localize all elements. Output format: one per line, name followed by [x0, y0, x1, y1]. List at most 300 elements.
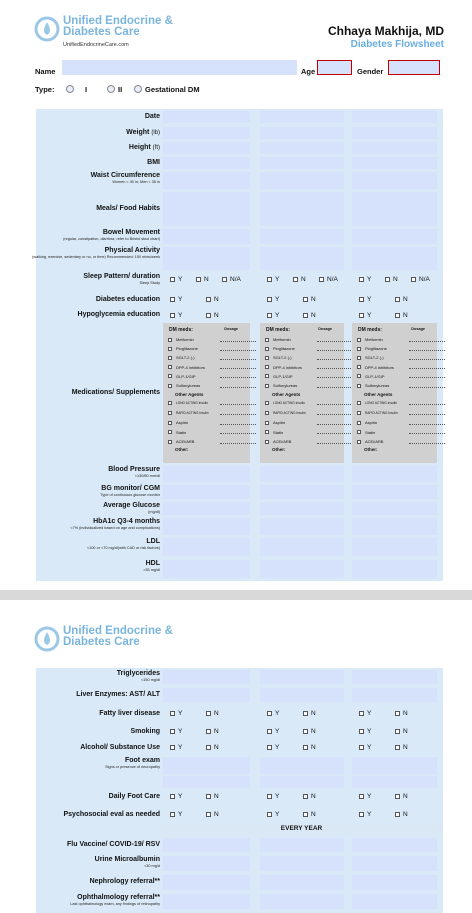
rows1-entry-cell[interactable] [163, 560, 250, 578]
checkbox-icon [265, 365, 269, 369]
option-y-checkbox[interactable] [267, 793, 279, 800]
rows2-entry-cell[interactable] [163, 776, 250, 788]
checkbox-icon [168, 374, 172, 378]
med-item[interactable] [168, 383, 200, 388]
dosage-line[interactable] [317, 384, 353, 388]
option-label: Y [367, 296, 372, 303]
dosage-header: Dosage [224, 327, 238, 331]
option-n-checkbox[interactable] [395, 728, 408, 735]
dosage-line[interactable] [409, 374, 445, 378]
dosage-line[interactable] [220, 384, 256, 388]
checkbox-icon [357, 347, 361, 351]
rows1-entry-cell[interactable] [352, 560, 437, 578]
rows1-entry-cell[interactable] [260, 466, 344, 482]
rows1-entry-cell[interactable] [260, 538, 344, 556]
age-field[interactable] [317, 60, 352, 75]
other-agent-item[interactable] [168, 439, 194, 444]
rows2-entry-cell[interactable] [352, 838, 437, 852]
option-n-checkbox[interactable] [303, 296, 316, 303]
option-y-checkbox[interactable] [359, 744, 371, 751]
dosage-line[interactable] [317, 365, 353, 369]
rows1-entry-cell[interactable] [163, 142, 250, 154]
row-title: Fatty liver disease [99, 709, 160, 717]
option-n-checkbox[interactable] [303, 728, 316, 735]
rows1-label-4 [20, 172, 160, 185]
option-label: N [214, 744, 219, 751]
every-year-banner: EVERY YEAR [160, 824, 443, 834]
dosage-line[interactable] [220, 421, 256, 425]
option-label: N/A [327, 276, 338, 283]
rows2-label-8 [20, 841, 160, 849]
option-label: Y [275, 728, 280, 735]
rows1-entry-cell[interactable] [260, 502, 344, 515]
checkbox-icon [395, 745, 400, 750]
dosage-line[interactable] [220, 365, 256, 369]
option-n-checkbox[interactable] [303, 312, 316, 319]
agent-name: Aspirin [365, 420, 378, 425]
other-agent-item[interactable] [357, 420, 377, 425]
name-label: Name [35, 67, 56, 76]
dosage-line[interactable] [220, 338, 256, 342]
row-title: Diabetes education [95, 295, 160, 303]
rows2-entry-cell[interactable] [260, 838, 344, 852]
checkbox-icon [395, 297, 400, 302]
rows1-entry-cell[interactable] [260, 518, 344, 535]
rows1-label-6 [20, 229, 160, 242]
agent-name: RAPID ACTING Insulin [176, 410, 209, 415]
option-label: Y [367, 744, 372, 751]
checkbox-icon [168, 356, 172, 360]
agent-name: LONG ACTING Insulin [273, 401, 305, 405]
option-y-checkbox[interactable] [170, 710, 182, 717]
rows1-entry-cell[interactable] [163, 111, 250, 123]
rows1-entry-cell[interactable] [260, 157, 344, 169]
checkbox-icon [303, 812, 308, 817]
checkbox-icon [170, 745, 175, 750]
option-n-checkbox[interactable] [206, 811, 219, 818]
option-y-checkbox[interactable] [170, 811, 182, 818]
option-y-checkbox[interactable] [359, 728, 371, 735]
dm-meds-header: DM meds: [358, 327, 382, 333]
rows2-entry-cell[interactable] [163, 894, 250, 909]
dosage-line[interactable] [317, 440, 353, 444]
dosage-line[interactable] [409, 365, 445, 369]
checkbox-icon [168, 401, 172, 405]
rows1-entry-cell[interactable] [352, 538, 437, 556]
agent-name: ACEi/ARB [176, 439, 195, 444]
rows2-entry-cell[interactable] [352, 688, 437, 702]
row-title: Average Glucose [103, 502, 160, 509]
rows2-entry-cell[interactable] [163, 856, 250, 871]
med-name: GLP-1/GIP [365, 373, 385, 379]
option-n-checkbox[interactable] [395, 296, 408, 303]
dosage-line[interactable] [409, 411, 445, 415]
option-y-checkbox[interactable] [267, 710, 279, 717]
option-y-checkbox[interactable] [170, 793, 182, 800]
rows1-entry-cell[interactable] [260, 172, 344, 189]
age-label: Age [301, 67, 316, 76]
dosage-line[interactable] [220, 374, 256, 378]
rows1-label-13 [20, 485, 160, 498]
type-i-radio[interactable] [66, 85, 74, 93]
checkbox-icon [206, 297, 211, 302]
option-y-checkbox[interactable] [267, 296, 279, 303]
med-item[interactable] [357, 383, 389, 388]
row-subtitle: (regular, constipation, diarrhea, refer to Bristol stool chart) [63, 237, 160, 241]
other-agent-item[interactable] [357, 430, 375, 435]
med-item[interactable] [168, 374, 196, 379]
rows1-entry-cell[interactable] [352, 127, 437, 139]
dosage-line[interactable] [409, 356, 445, 360]
rows1-entry-cell[interactable] [163, 502, 250, 515]
option-y-checkbox[interactable] [359, 710, 371, 717]
option-n-checkbox[interactable] [303, 811, 316, 818]
rows2-entry-cell[interactable] [260, 776, 344, 788]
option-label: Y [178, 811, 183, 818]
med-item[interactable] [168, 337, 194, 342]
rows1-entry-cell[interactable] [260, 247, 344, 270]
row-subtitle: Type of continuous glucose monitor [100, 493, 160, 497]
option-label: Y [275, 744, 280, 751]
option-y-checkbox[interactable] [267, 744, 279, 751]
option-na-checkbox[interactable] [411, 276, 430, 283]
option-y-checkbox[interactable] [267, 276, 279, 283]
rows1-entry-cell[interactable] [163, 157, 250, 169]
other-agent-item[interactable] [265, 420, 285, 425]
option-y-checkbox[interactable] [359, 793, 371, 800]
rows2-entry-cell[interactable] [163, 875, 250, 890]
option-n-checkbox[interactable] [206, 744, 219, 751]
type-ii-radio[interactable] [107, 85, 115, 93]
rows1-entry-cell[interactable] [163, 192, 250, 226]
option-y-checkbox[interactable] [359, 296, 371, 303]
checkbox-icon [170, 297, 175, 302]
option-label: Y [367, 811, 372, 818]
med-item[interactable] [357, 374, 385, 379]
rows1-entry-cell[interactable] [352, 142, 437, 154]
dosage-line[interactable] [220, 430, 256, 434]
option-label: Y [178, 710, 183, 717]
row-title: Meals/ Food Habits [96, 205, 160, 212]
med-item[interactable] [357, 337, 383, 342]
checkbox-icon [170, 313, 175, 318]
checkbox-icon [206, 313, 211, 318]
rows2-entry-cell[interactable] [352, 776, 437, 788]
dosage-line[interactable] [409, 440, 445, 444]
dosage-line[interactable] [409, 347, 445, 351]
checkbox-icon [357, 421, 361, 425]
checkbox-icon [168, 430, 172, 434]
rows2-entry-cell[interactable] [163, 838, 250, 852]
checkbox-icon [357, 365, 361, 369]
checkbox-icon [359, 313, 364, 318]
option-label: Y [367, 710, 372, 717]
row-title: Bowel Movement [102, 229, 160, 236]
dosage-line[interactable] [220, 411, 256, 415]
rows1-entry-cell[interactable] [163, 127, 250, 139]
logo-url: UnifiedEndocrineCare.com [63, 42, 129, 48]
other-agent-item[interactable] [265, 430, 283, 435]
med-name: Metformin [176, 337, 194, 342]
option-y-checkbox[interactable] [267, 312, 279, 319]
rows2-entry-cell[interactable] [260, 875, 344, 890]
checkbox-icon [357, 384, 361, 388]
option-y-checkbox[interactable] [359, 312, 371, 319]
row-unit: (lb) [151, 130, 160, 136]
row-title: Hypoglycemia education [77, 311, 160, 318]
option-n-checkbox[interactable] [206, 710, 219, 717]
rows2-entry-cell[interactable] [352, 670, 437, 684]
option-n-checkbox[interactable] [395, 793, 408, 800]
med-name: SGLT-2 (-) [273, 355, 292, 361]
rows2-label-7 [20, 811, 160, 819]
type-gestational-radio[interactable] [134, 85, 142, 93]
checkbox-icon [206, 711, 211, 716]
med-item[interactable] [265, 337, 291, 342]
rows1-entry-cell[interactable] [352, 247, 437, 270]
rows2-entry-cell[interactable] [260, 856, 344, 871]
option-na-checkbox[interactable] [222, 276, 241, 283]
checkbox-icon [359, 729, 364, 734]
option-n-checkbox[interactable] [196, 276, 209, 283]
rows2-entry-cell[interactable] [260, 894, 344, 909]
rows2-label-0 [20, 670, 160, 683]
rows2-entry-cell[interactable] [352, 757, 437, 774]
dosage-line[interactable] [317, 338, 353, 342]
option-n-checkbox[interactable] [303, 744, 316, 751]
rows1-entry-cell[interactable] [352, 485, 437, 499]
option-n-checkbox[interactable] [395, 744, 408, 751]
option-label: Y [178, 312, 183, 319]
rows2-entry-cell[interactable] [163, 670, 250, 684]
option-n-checkbox[interactable] [303, 710, 316, 717]
rows1-entry-cell[interactable] [352, 172, 437, 189]
med-item[interactable] [168, 365, 205, 370]
option-label: N/A [419, 276, 430, 283]
rows1-entry-cell[interactable] [163, 518, 250, 535]
option-label: Y [275, 312, 280, 319]
rows1-entry-cell[interactable] [260, 192, 344, 226]
other-agent-item[interactable] [265, 411, 306, 415]
option-y-checkbox[interactable] [170, 312, 182, 319]
rows1-entry-cell[interactable] [260, 560, 344, 578]
checkbox-icon [357, 440, 361, 444]
page-2 [0, 600, 472, 913]
option-n-checkbox[interactable] [385, 276, 398, 283]
option-n-checkbox[interactable] [303, 793, 316, 800]
rows1-label-5 [20, 205, 160, 213]
name-field[interactable] [62, 60, 297, 75]
option-y-checkbox[interactable] [359, 811, 371, 818]
option-label: N [301, 276, 306, 283]
row-subtitle: (walking, exercise, sedentary or no, or time) Recommended: 150 mins/week [32, 255, 160, 259]
dosage-line[interactable] [409, 430, 445, 434]
rows1-entry-cell[interactable] [163, 538, 250, 556]
other-agent-item[interactable] [168, 420, 188, 425]
checkbox-icon [267, 812, 272, 817]
other-agent-item[interactable] [168, 401, 208, 405]
option-n-checkbox[interactable] [395, 312, 408, 319]
med-name: Metformin [273, 337, 291, 342]
row-subtitle: <150 mg/dl [141, 678, 160, 682]
rows2-entry-cell[interactable] [260, 670, 344, 684]
rows1-entry-cell[interactable] [260, 127, 344, 139]
dosage-line[interactable] [317, 347, 353, 351]
row-subtitle: Sleep Study [139, 281, 160, 285]
option-label: N [311, 811, 316, 818]
med-item[interactable] [265, 365, 302, 370]
option-label: Y [178, 296, 183, 303]
logo-line-2: Diabetes Care [63, 636, 140, 648]
rows2-entry-cell[interactable] [260, 757, 344, 774]
option-label: N [214, 728, 219, 735]
other-agent-item[interactable] [265, 439, 291, 444]
option-na-checkbox[interactable] [319, 276, 338, 283]
row-title: Weight (lb) [126, 129, 160, 136]
agent-name: Aspirin [176, 420, 189, 425]
rows2-entry-cell[interactable] [352, 875, 437, 890]
med-item[interactable] [265, 355, 292, 360]
dosage-line[interactable] [317, 374, 353, 378]
other-agent-item[interactable] [168, 411, 209, 415]
dosage-line[interactable] [317, 356, 353, 360]
other-agent-item[interactable] [357, 439, 383, 444]
rows2-label-2 [20, 710, 160, 718]
rows1-label-12 [20, 466, 160, 479]
checkbox-icon [359, 812, 364, 817]
option-n-checkbox[interactable] [395, 710, 408, 717]
option-label: N/A [230, 276, 241, 283]
dosage-line[interactable] [317, 411, 353, 415]
other-agent-item[interactable] [265, 401, 305, 405]
rows1-entry-cell[interactable] [352, 157, 437, 169]
med-name: Pioglitazone [176, 346, 198, 352]
option-label: N [403, 744, 408, 751]
rows1-entry-cell[interactable] [163, 466, 250, 482]
rows1-entry-cell[interactable] [260, 111, 344, 123]
rows2-entry-cell[interactable] [352, 894, 437, 909]
option-n-checkbox[interactable] [206, 296, 219, 303]
option-label: N [403, 312, 408, 319]
dosage-line[interactable] [220, 356, 256, 360]
rows1-entry-cell[interactable] [352, 229, 437, 244]
checkbox-icon [168, 384, 172, 388]
rows1-entry-cell[interactable] [352, 466, 437, 482]
practice-logo-2 [34, 626, 173, 652]
option-y-checkbox[interactable] [170, 744, 182, 751]
rows1-entry-cell[interactable] [163, 229, 250, 244]
row-title: Height (ft) [128, 144, 160, 151]
dosage-line[interactable] [220, 401, 256, 405]
rows2-entry-cell[interactable] [163, 757, 250, 774]
row-subtitle: >35 mg/dl [143, 568, 160, 572]
med-item[interactable] [265, 383, 297, 388]
other-agent-item[interactable] [357, 411, 398, 415]
rows1-label-9 [20, 296, 160, 304]
rows1-label-11 [20, 389, 160, 397]
option-n-checkbox[interactable] [206, 793, 219, 800]
rows2-entry-cell[interactable] [352, 856, 437, 871]
dosage-line[interactable] [220, 440, 256, 444]
checkbox-icon [385, 277, 390, 282]
dosage-line[interactable] [317, 421, 353, 425]
row-subtitle: (mg/dl) [148, 510, 160, 514]
option-y-checkbox[interactable] [267, 811, 279, 818]
dosage-line[interactable] [409, 421, 445, 425]
dosage-header: Dosage [318, 327, 332, 331]
rows1-label-17 [20, 560, 160, 573]
med-item[interactable] [357, 365, 394, 370]
med-item[interactable] [357, 346, 387, 351]
checkbox-icon [267, 794, 272, 799]
rows1-entry-cell[interactable] [352, 192, 437, 226]
dosage-line[interactable] [409, 338, 445, 342]
option-y-checkbox[interactable] [170, 728, 182, 735]
agent-name: Statin [273, 429, 284, 435]
rows1-entry-cell[interactable] [163, 485, 250, 499]
rows2-entry-cell[interactable] [260, 688, 344, 702]
option-n-checkbox[interactable] [293, 276, 306, 283]
rows1-entry-cell[interactable] [260, 229, 344, 244]
logo-line-1: Unified Endocrine & [63, 625, 173, 637]
option-y-checkbox[interactable] [170, 296, 182, 303]
type-i-label: I [85, 85, 88, 94]
agent-name: LONG ACTING Insulin [365, 401, 397, 405]
row-title: Smoking [130, 727, 160, 735]
rows2-entry-cell[interactable] [163, 688, 250, 702]
logo-line-2: Diabetes Care [63, 26, 140, 38]
med-item[interactable] [265, 346, 295, 351]
rows1-entry-cell[interactable] [163, 247, 250, 270]
option-n-checkbox[interactable] [206, 312, 219, 319]
option-n-checkbox[interactable] [206, 728, 219, 735]
rows1-entry-cell[interactable] [352, 518, 437, 535]
med-item[interactable] [168, 355, 195, 360]
rows1-entry-cell[interactable] [260, 142, 344, 154]
rows1-entry-cell[interactable] [352, 502, 437, 515]
other-agent-item[interactable] [357, 401, 397, 405]
med-item[interactable] [357, 355, 384, 360]
med-item[interactable] [168, 346, 198, 351]
rows1-entry-cell[interactable] [163, 172, 250, 189]
option-y-checkbox[interactable] [170, 276, 182, 283]
checkbox-icon [357, 401, 361, 405]
row-title: Urine Microalbumin [94, 856, 160, 863]
row-title: Sleep Pattern/ duration [83, 273, 160, 280]
dosage-line[interactable] [220, 347, 256, 351]
option-y-checkbox[interactable] [359, 276, 371, 283]
dosage-line[interactable] [317, 401, 353, 405]
dosage-line[interactable] [409, 384, 445, 388]
other-field-label: Other: [364, 447, 378, 452]
rows1-entry-cell[interactable] [260, 485, 344, 499]
option-label: N [311, 793, 316, 800]
other-agent-item[interactable] [168, 430, 186, 435]
dosage-line[interactable] [409, 401, 445, 405]
row-subtitle: <100 or <70 mg/dl(with CAD or risk factors) [86, 546, 160, 550]
rows1-entry-cell[interactable] [352, 111, 437, 123]
dosage-line[interactable] [317, 430, 353, 434]
option-y-checkbox[interactable] [267, 728, 279, 735]
checkbox-icon [267, 729, 272, 734]
checkbox-icon [267, 277, 272, 282]
med-item[interactable] [265, 374, 293, 379]
row-title: Ophthalmology referral** [77, 894, 160, 901]
option-n-checkbox[interactable] [395, 811, 408, 818]
gender-field[interactable] [388, 60, 440, 75]
dosage-header: Dosage [411, 327, 425, 331]
option-label: N [204, 276, 209, 283]
